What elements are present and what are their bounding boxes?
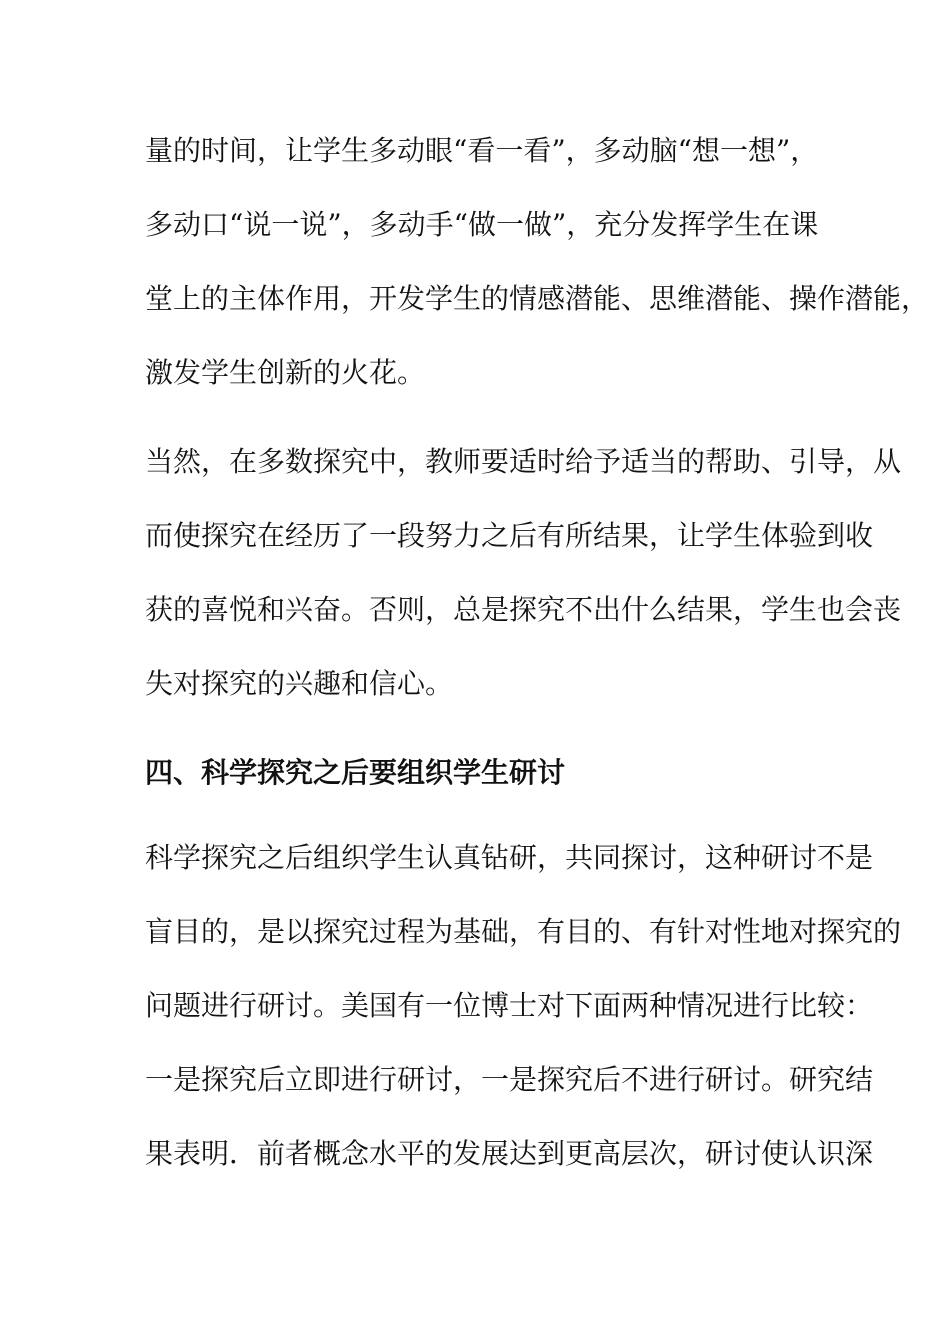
paragraph-3-line-2: 盲目的，是以探究过程为基础，有目的、有针对性地对探究的 [145,915,902,948]
paragraph-1-line-4: 激发学生创新的火花。 [145,356,426,389]
paragraph-3-line-5: 果表明．前者概念水平的发展达到更高层次，研讨使认识深 [145,1137,874,1170]
paragraph-1-line-1: 量的时间，让学生多动眼“看一看”，多动脑“想一想”， [145,134,819,167]
paragraph-3-line-3: 问题进行研讨。美国有一位博士对下面两种情况进行比较： [145,989,874,1022]
paragraph-2-line-3: 获的喜悦和兴奋。否则，总是探究不出什么结果，学生也会丧 [145,593,902,626]
paragraph-2-line-2: 而使探究在经历了一段努力之后有所结果，让学生体验到收 [145,519,874,552]
paragraph-2-line-1: 当然，在多数探究中，教师要适时给予适当的帮助、引导，从 [145,445,902,478]
paragraph-1-line-3: 堂上的主体作用，开发学生的情感潜能、思维潜能、操作潜能， [145,282,930,315]
paragraph-1-line-2: 多动口“说一说”，多动手“做一做”，充分发挥学生在课 [145,208,819,241]
paragraph-3-line-1: 科学探究之后组织学生认真钻研，共同探讨，这种研讨不是 [145,841,874,874]
paragraph-3-line-4: 一是探究后立即进行研讨，一是探究后不进行研讨。研究结 [145,1063,874,1096]
paragraph-2-line-4: 失对探究的兴趣和信心。 [145,667,454,700]
section-heading: 四、科学探究之后要组织学生研讨 [145,756,566,789]
